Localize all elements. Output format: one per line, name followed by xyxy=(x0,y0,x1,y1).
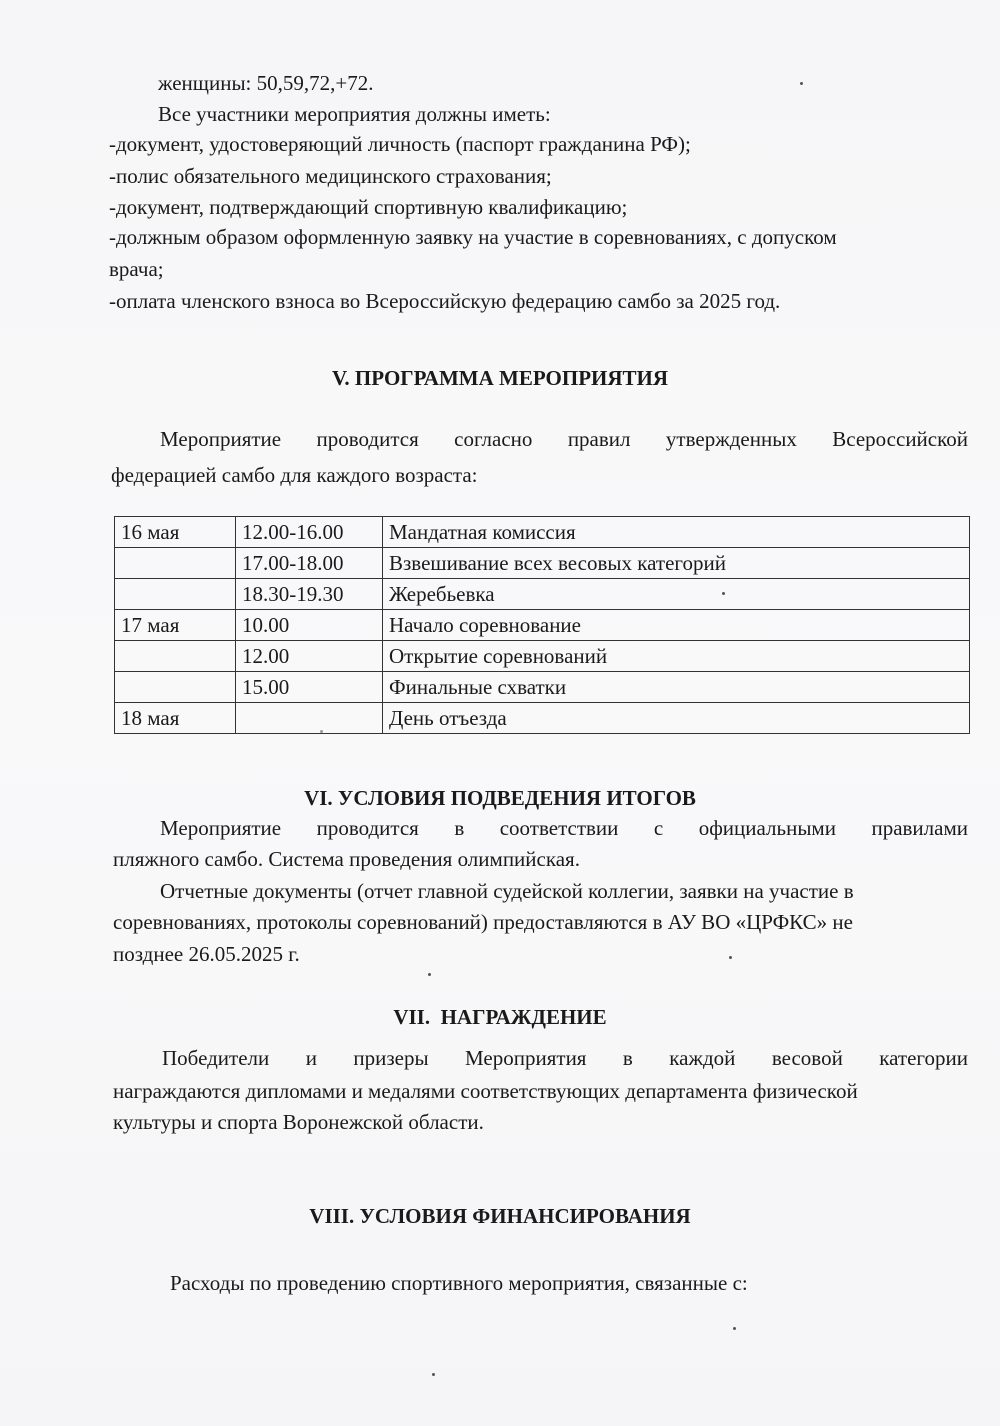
section-8-title: VIII. УСЛОВИЯ ФИНАНСИРОВАНИЯ xyxy=(309,1204,691,1228)
schedule-event: Мандатная комиссия xyxy=(383,517,970,548)
section-5-title: V. ПРОГРАММА МЕРОПРИЯТИЯ xyxy=(331,366,669,390)
requirement-item: -документ, подтверждающий спортивную квалификацию; xyxy=(109,195,628,219)
schedule-time: 15.00 xyxy=(236,672,383,703)
schedule-time: 12.00 xyxy=(236,641,383,672)
section-6-p2-line1: Отчетные документы (отчет главной судейской коллегии, заявки на участие в xyxy=(160,879,854,903)
section-5-para-line2: федерацией самбо для каждого возраста: xyxy=(111,463,478,487)
table-row xyxy=(115,610,970,641)
schedule-event: Взвешивание всех весовых категорий xyxy=(383,548,970,579)
requirement-item: -документ, удостоверяющий личность (паспорт гражданина РФ); xyxy=(109,132,691,156)
schedule-time: 12.00-16.00 xyxy=(236,517,383,548)
section-6-p1-line1: Мероприятие проводится в соответствии с официальными правилами xyxy=(160,816,968,840)
section-5-para-line1: Мероприятие проводится согласно правил утвержденных Всероссийской xyxy=(160,427,968,451)
table-row xyxy=(115,548,970,579)
schedule-time xyxy=(236,703,383,734)
table-row xyxy=(115,641,970,672)
section-6-p2-line3: позднее 26.05.2025 г. xyxy=(113,942,300,966)
section-7-title: VII. НАГРАЖДЕНИЕ xyxy=(393,1005,607,1029)
scan-speck xyxy=(428,973,431,976)
table-row xyxy=(115,703,970,734)
requirements-lead: Все участники мероприятия должны иметь: xyxy=(158,102,551,126)
schedule-time: 10.00 xyxy=(236,610,383,641)
scan-speck xyxy=(733,1327,736,1330)
schedule-event: День отъезда xyxy=(383,703,970,734)
scan-speck xyxy=(722,592,725,595)
women-weights: женщины: 50,59,72,+72. xyxy=(158,71,374,95)
schedule-date xyxy=(115,672,236,703)
scan-speck xyxy=(320,730,323,733)
schedule-date xyxy=(115,641,236,672)
table-row xyxy=(115,672,970,703)
schedule-date xyxy=(115,548,236,579)
schedule-date: 18 мая xyxy=(115,703,236,734)
section-7-line1: Победители и призеры Мероприятия в каждой весовой категории xyxy=(162,1046,968,1070)
schedule-table xyxy=(114,516,970,734)
requirement-item: -оплата членского взноса во Всероссийскую федерацию самбо за 2025 год. xyxy=(109,289,781,313)
schedule-time: 18.30-19.30 xyxy=(236,579,383,610)
table-row xyxy=(115,517,970,548)
requirement-item-cont: врача; xyxy=(109,257,164,281)
requirement-item: -должным образом оформленную заявку на участие в соревнованиях, с допуском xyxy=(109,225,837,249)
schedule-event: Финальные схватки xyxy=(383,672,970,703)
scan-speck xyxy=(800,82,803,85)
scan-speck xyxy=(432,1373,435,1376)
section-7-line3: культуры и спорта Воронежской области. xyxy=(113,1110,484,1134)
section-6-p1-line2: пляжного самбо. Система проведения олимпийская. xyxy=(113,847,580,871)
schedule-date: 16 мая xyxy=(115,517,236,548)
section-6-p2-line2: соревнованиях, протоколы соревнований) предоставляются в АУ ВО «ЦРФКС» не xyxy=(113,910,853,934)
schedule-time: 17.00-18.00 xyxy=(236,548,383,579)
requirement-item: -полис обязательного медицинского страхования; xyxy=(109,164,552,188)
schedule-date xyxy=(115,579,236,610)
schedule-event: Начало соревнование xyxy=(383,610,970,641)
schedule-event: Жеребьевка xyxy=(383,579,970,610)
section-8-line1: Расходы по проведению спортивного мероприятия, связанные с: xyxy=(170,1271,748,1295)
schedule-date: 17 мая xyxy=(115,610,236,641)
table-row xyxy=(115,579,970,610)
schedule-event: Открытие соревнований xyxy=(383,641,970,672)
section-6-title: VI. УСЛОВИЯ ПОДВЕДЕНИЯ ИТОГОВ xyxy=(304,786,696,810)
scan-speck xyxy=(729,956,732,959)
section-7-line2: награждаются дипломами и медалями соответствующих департамента физической xyxy=(113,1079,858,1103)
